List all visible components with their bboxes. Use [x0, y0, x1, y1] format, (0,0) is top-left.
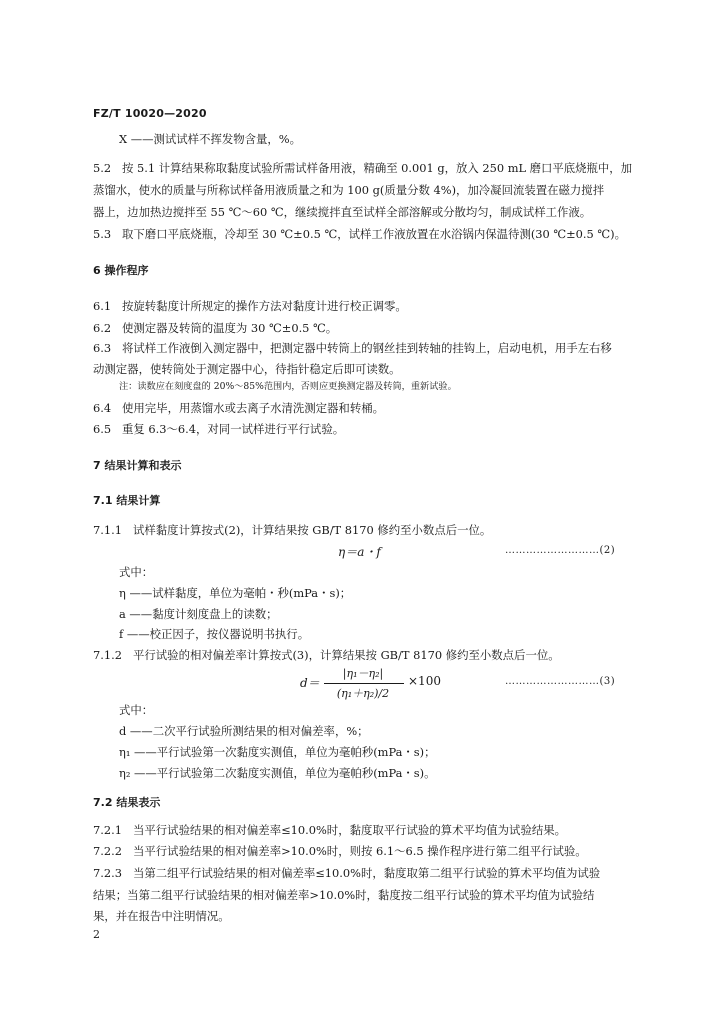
clause-6-3-line-2: 动测定器，使转筒处于测定器中心，待指针稳定后即可读数。 [93, 362, 401, 376]
clause-7-2-3-line-2: 结果；当第二组平行试验结果的相对偏差率>10.0%时，黏度按二组平行试验的算术平均值为试验结 [93, 888, 595, 902]
clause-6-1-number: 6.1 [93, 299, 112, 313]
section-7-2-heading: 7.2 结果表示 [93, 796, 161, 809]
clause-7-2-1-number: 7.2.1 [93, 823, 122, 837]
page-number: 2 [93, 928, 100, 941]
section-7-heading: 7 结果计算和表示 [93, 459, 182, 472]
clause-5-3-number: 5.3 [93, 227, 112, 241]
clause-6-3-number: 6.3 [93, 341, 112, 355]
note-text: 注：读数应在刻度盘的 20%～85%范围内，否则应更换测定器及转筒，重新试验。 [119, 381, 457, 392]
clause-7-2-2-text: 当平行试验结果的相对偏差率>10.0%时，则按 6.1～6.5 操作程序进行第二组平行试验。 [133, 844, 587, 858]
eta2-definition: η₂ ——平行试验第二次黏度实测值，单位为毫帕秒(mPa・s)。 [119, 766, 436, 780]
clause-5-3-text: 取下磨口平底烧瓶，冷却至 30 ℃±0.5 ℃，试样工作液放置在水浴锅内保温待测(30 ℃±0.5 ℃)。 [122, 227, 626, 241]
clause-6-2-text: 使测定器及转筒的温度为 30 ℃±0.5 ℃。 [122, 321, 338, 335]
formula-3-denominator: (η₁＋η₂)/2 [336, 687, 390, 700]
a-definition: a ——黏度计刻度盘上的读数； [119, 607, 278, 621]
clause-7-2-3-line-1: 当第二组平行试验结果的相对偏差率≤10.0%时，黏度取第二组平行试验的算术平均值为试验 [133, 866, 601, 880]
clause-6-5-text: 重复 6.3～6.4，对同一试样进行平行试验。 [122, 422, 345, 436]
formula-3-rhs: ×100 [408, 674, 441, 688]
clause-7-2-3-number: 7.2.3 [93, 866, 122, 880]
clause-6-4-number: 6.4 [93, 401, 112, 415]
clause-6-3-line-1: 将试样工作液倒入测定器中，把测定器中转筒上的钢丝挂到转轴的挂钩上，启动电机，用手左右移 [122, 341, 612, 355]
fraction-bar [324, 683, 404, 684]
where-label-2: 式中： [119, 703, 154, 717]
d-definition: d ——二次平行试验所测结果的相对偏差率，%； [119, 724, 369, 738]
clause-5-2-line-1: 按 5.1 计算结果称取黏度试验所需试样备用液，精确至 0.001 g，放入 250 mL 磨口平底烧瓶中，加 [122, 161, 633, 175]
section-6-heading: 6 操作程序 [93, 264, 149, 277]
clause-7-1-1-text: 试样黏度计算按式(2)，计算结果按 GB/T 8170 修约至小数点后一位。 [133, 523, 492, 537]
clause-7-2-3-line-3: 果，并在报告中注明情况。 [93, 909, 230, 923]
formula-2: η＝a・f [338, 545, 381, 559]
clause-7-2-1-text: 当平行试验结果的相对偏差率≤10.0%时，黏度取平行试验的算术平均值为试验结果。 [133, 823, 567, 837]
clause-6-2-number: 6.2 [93, 321, 112, 335]
formula-3-numerator: |η₁－η₂| [342, 667, 384, 680]
formula-3-lhs: d＝ [300, 676, 320, 690]
document-code: FZ/T 10020—2020 [93, 107, 207, 120]
clause-5-2-line-2: 蒸馏水，使水的质量与所称试样备用液质量之和为 100 g(质量分数 4%)，加冷凝回流装置在磁力搅拌 [93, 183, 605, 197]
formula-3-number: ………………………(3) [505, 676, 616, 687]
clause-6-1-text: 按旋转黏度计所规定的操作方法对黏度计进行校正调零。 [122, 299, 407, 313]
clause-7-2-2-number: 7.2.2 [93, 844, 122, 858]
variable-x-definition: X ——测试试样不挥发物含量，%。 [119, 132, 302, 146]
f-definition: f ——校正因子，按仪器说明书执行。 [119, 627, 310, 641]
clause-7-1-2-number: 7.1.2 [93, 648, 122, 662]
eta1-definition: η₁ ——平行试验第一次黏度实测值，单位为毫帕秒(mPa・s)； [119, 745, 436, 759]
where-label-1: 式中： [119, 565, 154, 579]
section-7-1-heading: 7.1 结果计算 [93, 494, 161, 507]
formula-2-number: ………………………(2) [505, 545, 616, 556]
clause-6-4-text: 使用完毕，用蒸馏水或去离子水清洗测定器和转桶。 [122, 401, 384, 415]
clause-5-2-number: 5.2 [93, 161, 112, 175]
eta-definition: η ——试样黏度，单位为毫帕・秒(mPa・s)； [119, 586, 352, 600]
clause-7-1-2-text: 平行试验的相对偏差率计算按式(3)，计算结果按 GB/T 8170 修约至小数点后一位。 [133, 648, 560, 662]
clause-5-2-line-3: 器上，边加热边搅拌至 55 ℃～60 ℃，继续搅拌直至试样全部溶解或分散均匀，制成试样工作液。 [93, 205, 592, 219]
clause-7-1-1-number: 7.1.1 [93, 523, 122, 537]
clause-6-5-number: 6.5 [93, 422, 112, 436]
